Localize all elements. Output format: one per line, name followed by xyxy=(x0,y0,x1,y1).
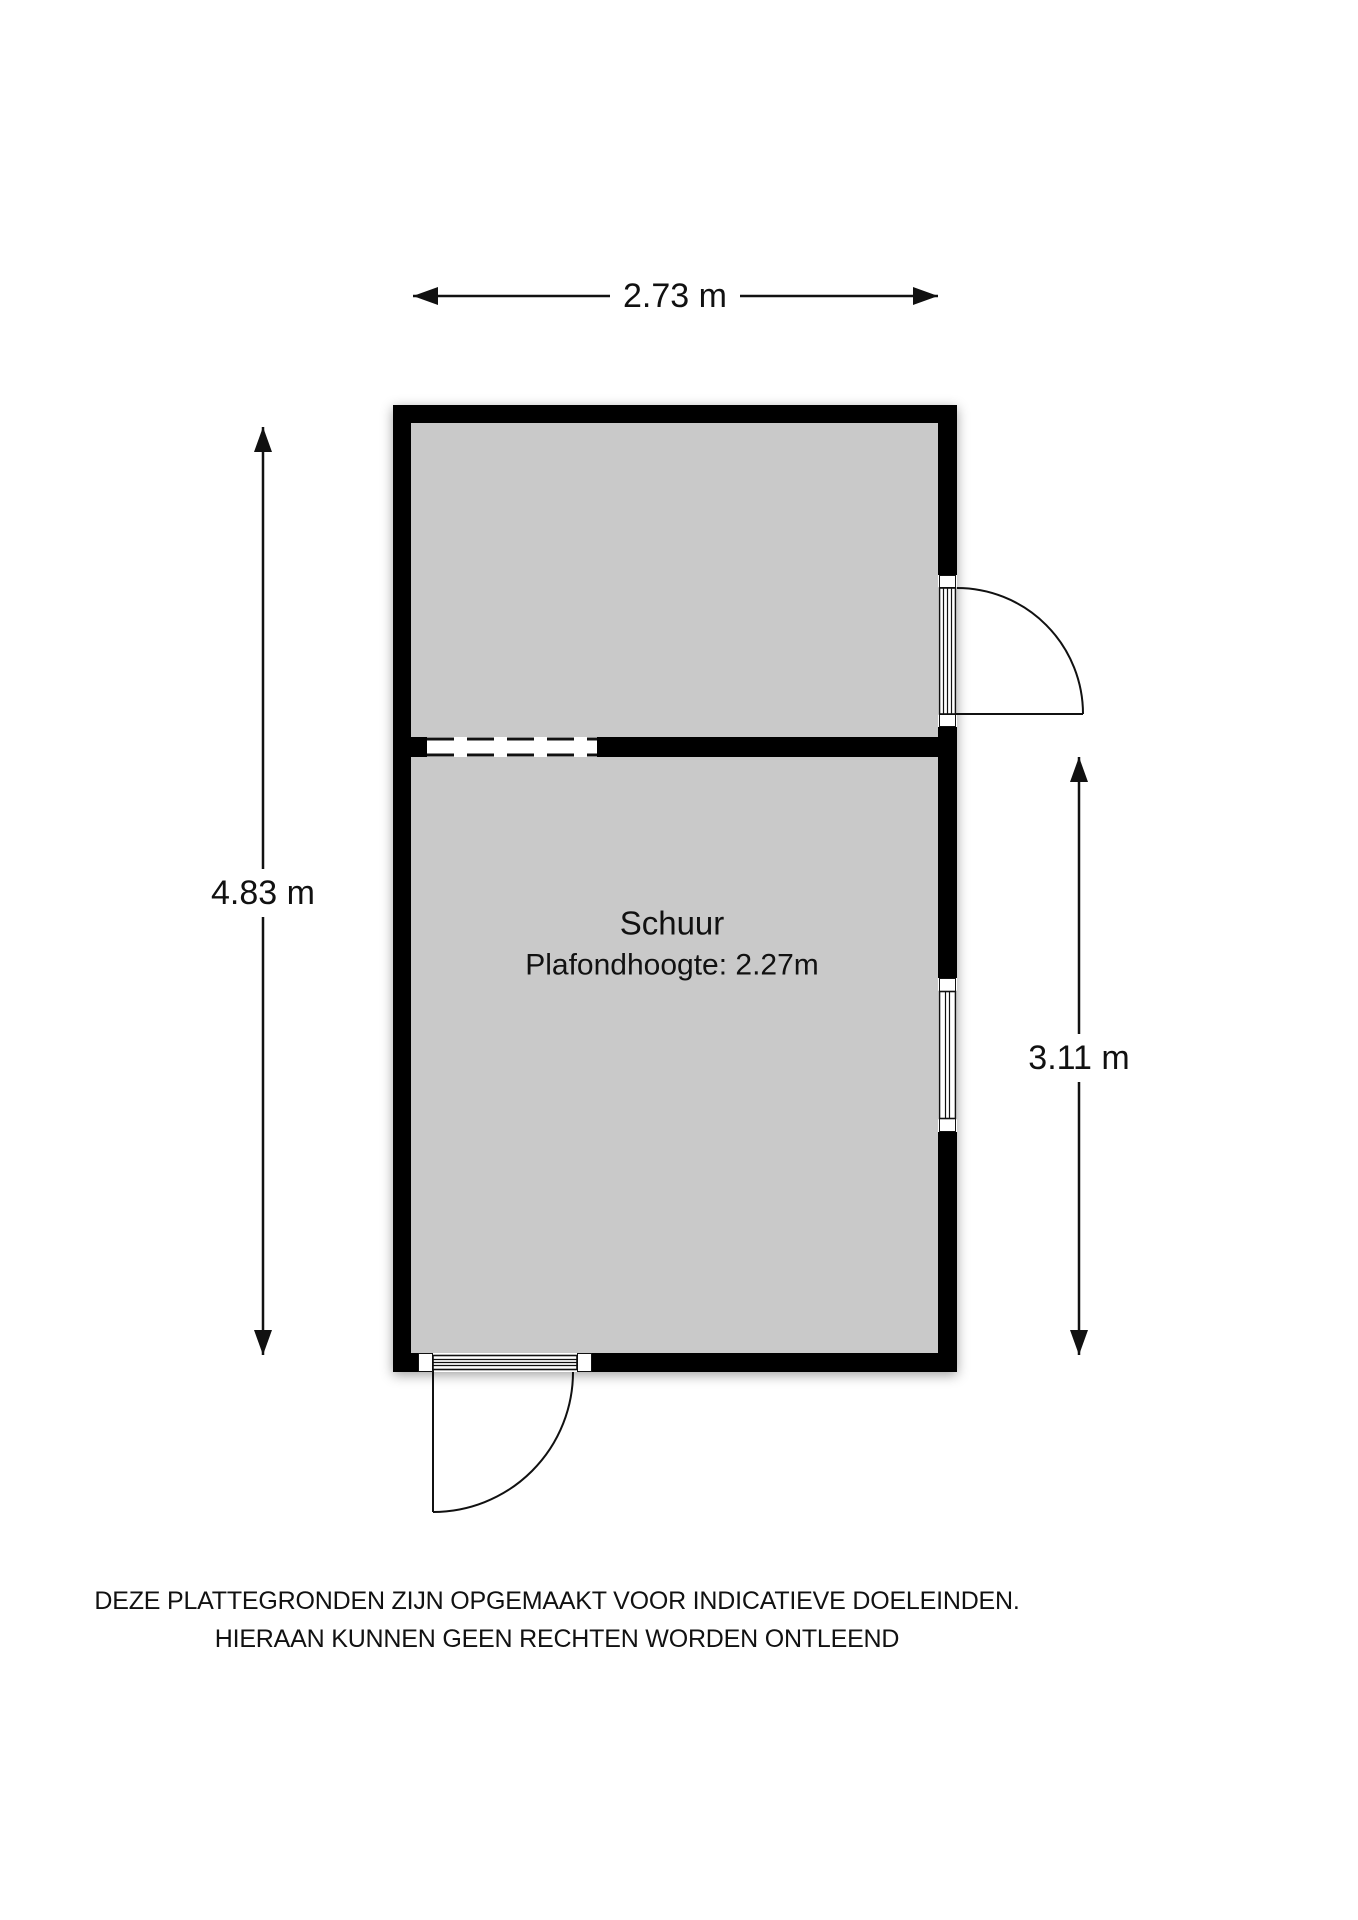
dimension-width-arrowhead-left xyxy=(413,287,438,305)
door-top-right-cap-top xyxy=(940,576,956,588)
door-top-right-swing-arc xyxy=(957,588,1083,714)
dimension-room-height-arrowhead-bottom xyxy=(1070,1330,1088,1355)
door-bottom xyxy=(418,1353,592,1512)
ceiling-height-label: Plafondhoogte: 2.27m xyxy=(525,948,819,982)
room-schuur xyxy=(411,757,938,1353)
door-bottom-cap-right xyxy=(578,1354,592,1372)
building xyxy=(393,405,957,1372)
door-bottom-swing-arc xyxy=(433,1372,573,1512)
room-label: Schuur xyxy=(619,904,725,942)
dimension-total-height-label: 4.83 m xyxy=(211,874,315,912)
dimension-width xyxy=(413,272,938,320)
dimension-room-height xyxy=(1018,757,1140,1355)
door-top-right xyxy=(938,575,1083,727)
dimension-total-height xyxy=(202,427,324,1355)
window-right-frame xyxy=(940,992,956,1119)
disclaimer-line-2: HIERAAN KUNNEN GEEN RECHTEN WORDEN ONTLEEND xyxy=(214,1625,900,1653)
dimension-width-arrowhead-right xyxy=(913,287,938,305)
window-right-cap-top xyxy=(940,979,956,992)
dimension-room-height-arrowhead-top xyxy=(1070,757,1088,782)
room-top xyxy=(411,423,938,737)
dimension-width-label: 2.73 m xyxy=(623,277,727,315)
door-top-right-cap-bottom xyxy=(940,715,956,727)
window-right-cap-bottom xyxy=(940,1119,956,1132)
window-right xyxy=(938,978,957,1132)
dimension-total-height-arrowhead-top xyxy=(254,427,272,452)
disclaimer-line-1: DEZE PLATTEGRONDEN ZIJN OPGEMAAKT VOOR INDICATIEVE DOELEINDEN. xyxy=(94,1587,1020,1615)
dimension-room-height-label: 3.11 m xyxy=(1028,1039,1130,1077)
dimension-total-height-arrowhead-bottom xyxy=(254,1330,272,1355)
disclaimer xyxy=(0,1582,1114,1658)
divider-opening xyxy=(427,737,597,757)
door-bottom-cap-left xyxy=(419,1354,433,1372)
